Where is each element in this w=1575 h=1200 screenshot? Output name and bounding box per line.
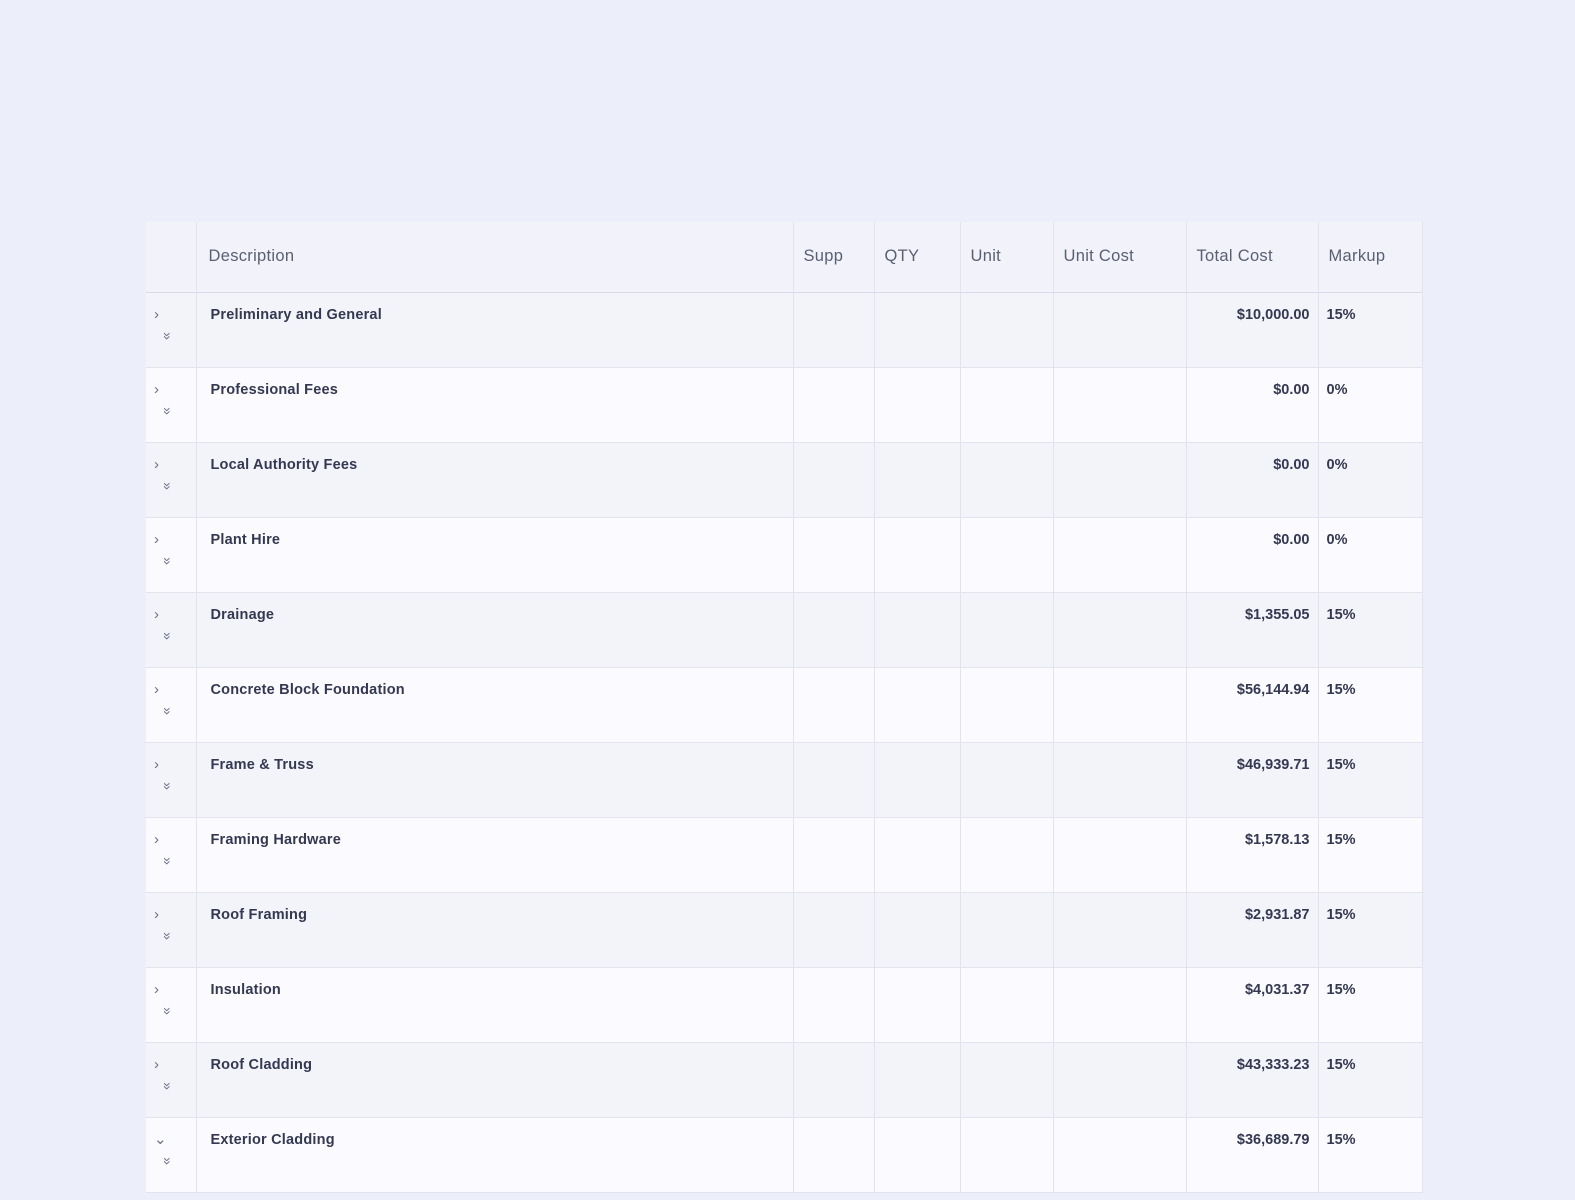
chevron-right-icon[interactable]: › xyxy=(154,831,159,848)
expand-all-icon[interactable]: » xyxy=(159,332,176,340)
cell-total-cost[interactable]: $1,355.05 xyxy=(1186,593,1318,668)
cell-markup[interactable]: 15% xyxy=(1318,668,1423,743)
cell-supp[interactable] xyxy=(793,593,874,668)
chevron-right-icon[interactable]: › xyxy=(154,1056,159,1073)
cell-markup[interactable]: 15% xyxy=(1318,743,1423,818)
expand-all-icon[interactable]: » xyxy=(159,1157,176,1165)
cell-description[interactable]: Preliminary and General xyxy=(196,293,793,368)
cell-unit[interactable] xyxy=(960,443,1053,518)
cell-qty[interactable] xyxy=(874,893,960,968)
cell-unit-cost[interactable] xyxy=(1053,593,1186,668)
expand-all-icon[interactable]: » xyxy=(159,557,176,565)
expand-all-icon[interactable]: » xyxy=(159,632,176,640)
row-toggle-cell[interactable] xyxy=(146,1043,196,1118)
row-toggle-cell[interactable] xyxy=(146,743,196,818)
chevron-right-icon[interactable]: › xyxy=(154,381,159,398)
cell-total-cost[interactable]: $10,000.00 xyxy=(1186,293,1318,368)
cell-unit[interactable] xyxy=(960,743,1053,818)
cell-unit[interactable] xyxy=(960,368,1053,443)
cell-unit[interactable] xyxy=(960,1118,1053,1193)
cell-description[interactable]: Plant Hire xyxy=(196,518,793,593)
cell-qty[interactable] xyxy=(874,293,960,368)
cell-total-cost[interactable]: $56,144.94 xyxy=(1186,668,1318,743)
chevron-right-icon[interactable]: › xyxy=(154,306,159,323)
cell-description[interactable]: Roof Cladding xyxy=(196,1043,793,1118)
cell-markup[interactable]: 15% xyxy=(1318,893,1423,968)
cell-total-cost[interactable]: $2,931.87 xyxy=(1186,893,1318,968)
cell-supp[interactable] xyxy=(793,443,874,518)
expand-all-icon[interactable]: » xyxy=(159,407,176,415)
row-toggle-cell[interactable] xyxy=(146,968,196,1043)
cell-description[interactable]: Concrete Block Foundation xyxy=(196,668,793,743)
chevron-right-icon[interactable]: › xyxy=(154,756,159,773)
cell-supp[interactable] xyxy=(793,368,874,443)
cell-description[interactable]: Insulation xyxy=(196,968,793,1043)
cell-unit-cost[interactable] xyxy=(1053,968,1186,1043)
cell-unit-cost[interactable] xyxy=(1053,368,1186,443)
cell-unit-cost[interactable] xyxy=(1053,1118,1186,1193)
cell-description[interactable]: Framing Hardware xyxy=(196,818,793,893)
column-header-description[interactable]: Description xyxy=(196,222,793,293)
table-row[interactable] xyxy=(146,743,1423,818)
chevron-down-icon[interactable]: ⌄ xyxy=(154,1131,167,1148)
cost-table-container xyxy=(146,222,1423,1193)
column-header-qty[interactable]: QTY xyxy=(874,222,960,293)
cell-description[interactable]: Professional Fees xyxy=(196,368,793,443)
expand-all-icon[interactable]: » xyxy=(159,482,176,490)
table-row[interactable] xyxy=(146,668,1423,743)
cell-qty[interactable] xyxy=(874,668,960,743)
expand-all-icon[interactable]: » xyxy=(159,782,176,790)
cell-qty[interactable] xyxy=(874,1118,960,1193)
cell-qty[interactable] xyxy=(874,518,960,593)
cell-total-cost[interactable]: $0.00 xyxy=(1186,368,1318,443)
cell-qty[interactable] xyxy=(874,368,960,443)
cell-unit[interactable] xyxy=(960,668,1053,743)
cell-supp[interactable] xyxy=(793,743,874,818)
chevron-right-icon[interactable]: › xyxy=(154,531,159,548)
chevron-right-icon[interactable]: › xyxy=(154,681,159,698)
table-row[interactable] xyxy=(146,443,1423,518)
expand-all-icon[interactable]: » xyxy=(159,1082,176,1090)
cell-unit-cost[interactable] xyxy=(1053,518,1186,593)
column-header-total-cost[interactable]: Total Cost xyxy=(1186,222,1318,293)
cell-supp[interactable] xyxy=(793,293,874,368)
cell-qty[interactable] xyxy=(874,743,960,818)
cell-markup[interactable]: 15% xyxy=(1318,818,1423,893)
expand-all-icon[interactable]: » xyxy=(159,932,176,940)
cell-supp[interactable] xyxy=(793,518,874,593)
column-header-unit-cost[interactable]: Unit Cost xyxy=(1053,222,1186,293)
cell-total-cost[interactable]: $46,939.71 xyxy=(1186,743,1318,818)
cell-qty[interactable] xyxy=(874,818,960,893)
table-row[interactable] xyxy=(146,368,1423,443)
cell-total-cost[interactable]: $0.00 xyxy=(1186,518,1318,593)
table-body xyxy=(146,293,1423,1193)
column-header-toggle xyxy=(146,222,196,293)
cell-unit[interactable] xyxy=(960,818,1053,893)
cell-markup[interactable]: 15% xyxy=(1318,1043,1423,1118)
cell-description[interactable]: Roof Framing xyxy=(196,893,793,968)
cell-unit[interactable] xyxy=(960,968,1053,1043)
table-row[interactable] xyxy=(146,1043,1423,1118)
cell-supp[interactable] xyxy=(793,1043,874,1118)
cell-qty[interactable] xyxy=(874,443,960,518)
table-row[interactable] xyxy=(146,593,1423,668)
cell-supp[interactable] xyxy=(793,893,874,968)
row-toggle-cell[interactable] xyxy=(146,593,196,668)
table-row[interactable] xyxy=(146,818,1423,893)
chevron-right-icon[interactable]: › xyxy=(154,606,159,623)
cell-markup[interactable]: 15% xyxy=(1318,593,1423,668)
cell-unit[interactable] xyxy=(960,518,1053,593)
row-toggle-cell[interactable] xyxy=(146,1118,196,1193)
cell-total-cost[interactable]: $43,333.23 xyxy=(1186,1043,1318,1118)
chevron-right-icon[interactable]: › xyxy=(154,456,159,473)
expand-all-icon[interactable]: » xyxy=(159,857,176,865)
cell-total-cost[interactable]: $0.00 xyxy=(1186,443,1318,518)
cell-total-cost[interactable]: $36,689.79 xyxy=(1186,1118,1318,1193)
table-row[interactable] xyxy=(146,893,1423,968)
cell-unit-cost[interactable] xyxy=(1053,818,1186,893)
table-row[interactable] xyxy=(146,1118,1423,1193)
cell-qty[interactable] xyxy=(874,1043,960,1118)
cell-unit-cost[interactable] xyxy=(1053,668,1186,743)
cell-markup[interactable]: 0% xyxy=(1318,368,1423,443)
cell-unit[interactable] xyxy=(960,1043,1053,1118)
cell-qty[interactable] xyxy=(874,593,960,668)
cell-description[interactable]: Drainage xyxy=(196,593,793,668)
header-row xyxy=(146,222,1423,293)
cell-unit-cost[interactable] xyxy=(1053,893,1186,968)
cell-total-cost[interactable]: $1,578.13 xyxy=(1186,818,1318,893)
cell-supp[interactable] xyxy=(793,968,874,1043)
cell-unit-cost[interactable] xyxy=(1053,443,1186,518)
chevron-right-icon[interactable]: › xyxy=(154,906,159,923)
cell-unit[interactable] xyxy=(960,893,1053,968)
cell-description[interactable]: Frame & Truss xyxy=(196,743,793,818)
expand-all-icon[interactable]: » xyxy=(159,1007,176,1015)
cell-total-cost[interactable]: $4,031.37 xyxy=(1186,968,1318,1043)
column-header-unit[interactable]: Unit xyxy=(960,222,1053,293)
row-toggle-cell[interactable] xyxy=(146,893,196,968)
row-toggle-cell[interactable] xyxy=(146,518,196,593)
table-row[interactable] xyxy=(146,518,1423,593)
cell-unit[interactable] xyxy=(960,593,1053,668)
cost-breakdown-table xyxy=(146,222,1423,1193)
cell-supp[interactable] xyxy=(793,818,874,893)
table-row[interactable] xyxy=(146,968,1423,1043)
cell-unit[interactable] xyxy=(960,293,1053,368)
cell-markup[interactable]: 15% xyxy=(1318,1118,1423,1193)
cell-markup[interactable]: 0% xyxy=(1318,443,1423,518)
cell-description[interactable]: Local Authority Fees xyxy=(196,443,793,518)
chevron-right-icon[interactable]: › xyxy=(154,981,159,998)
row-toggle-cell[interactable] xyxy=(146,443,196,518)
column-header-markup[interactable]: Markup xyxy=(1318,222,1423,293)
cell-qty[interactable] xyxy=(874,968,960,1043)
expand-all-icon[interactable]: » xyxy=(159,707,176,715)
cell-unit-cost[interactable] xyxy=(1053,1043,1186,1118)
row-toggle-cell[interactable] xyxy=(146,368,196,443)
cell-unit-cost[interactable] xyxy=(1053,293,1186,368)
column-header-supp[interactable]: Supp xyxy=(793,222,874,293)
row-toggle-cell[interactable] xyxy=(146,818,196,893)
cell-unit-cost[interactable] xyxy=(1053,743,1186,818)
cell-supp[interactable] xyxy=(793,1118,874,1193)
table-row[interactable] xyxy=(146,293,1423,368)
table-header xyxy=(146,222,1423,293)
cell-markup[interactable]: 15% xyxy=(1318,968,1423,1043)
row-toggle-cell[interactable] xyxy=(146,293,196,368)
cell-markup[interactable]: 15% xyxy=(1318,293,1423,368)
cell-markup[interactable]: 0% xyxy=(1318,518,1423,593)
cell-supp[interactable] xyxy=(793,668,874,743)
cell-description[interactable]: Exterior Cladding xyxy=(196,1118,793,1193)
row-toggle-cell[interactable] xyxy=(146,668,196,743)
